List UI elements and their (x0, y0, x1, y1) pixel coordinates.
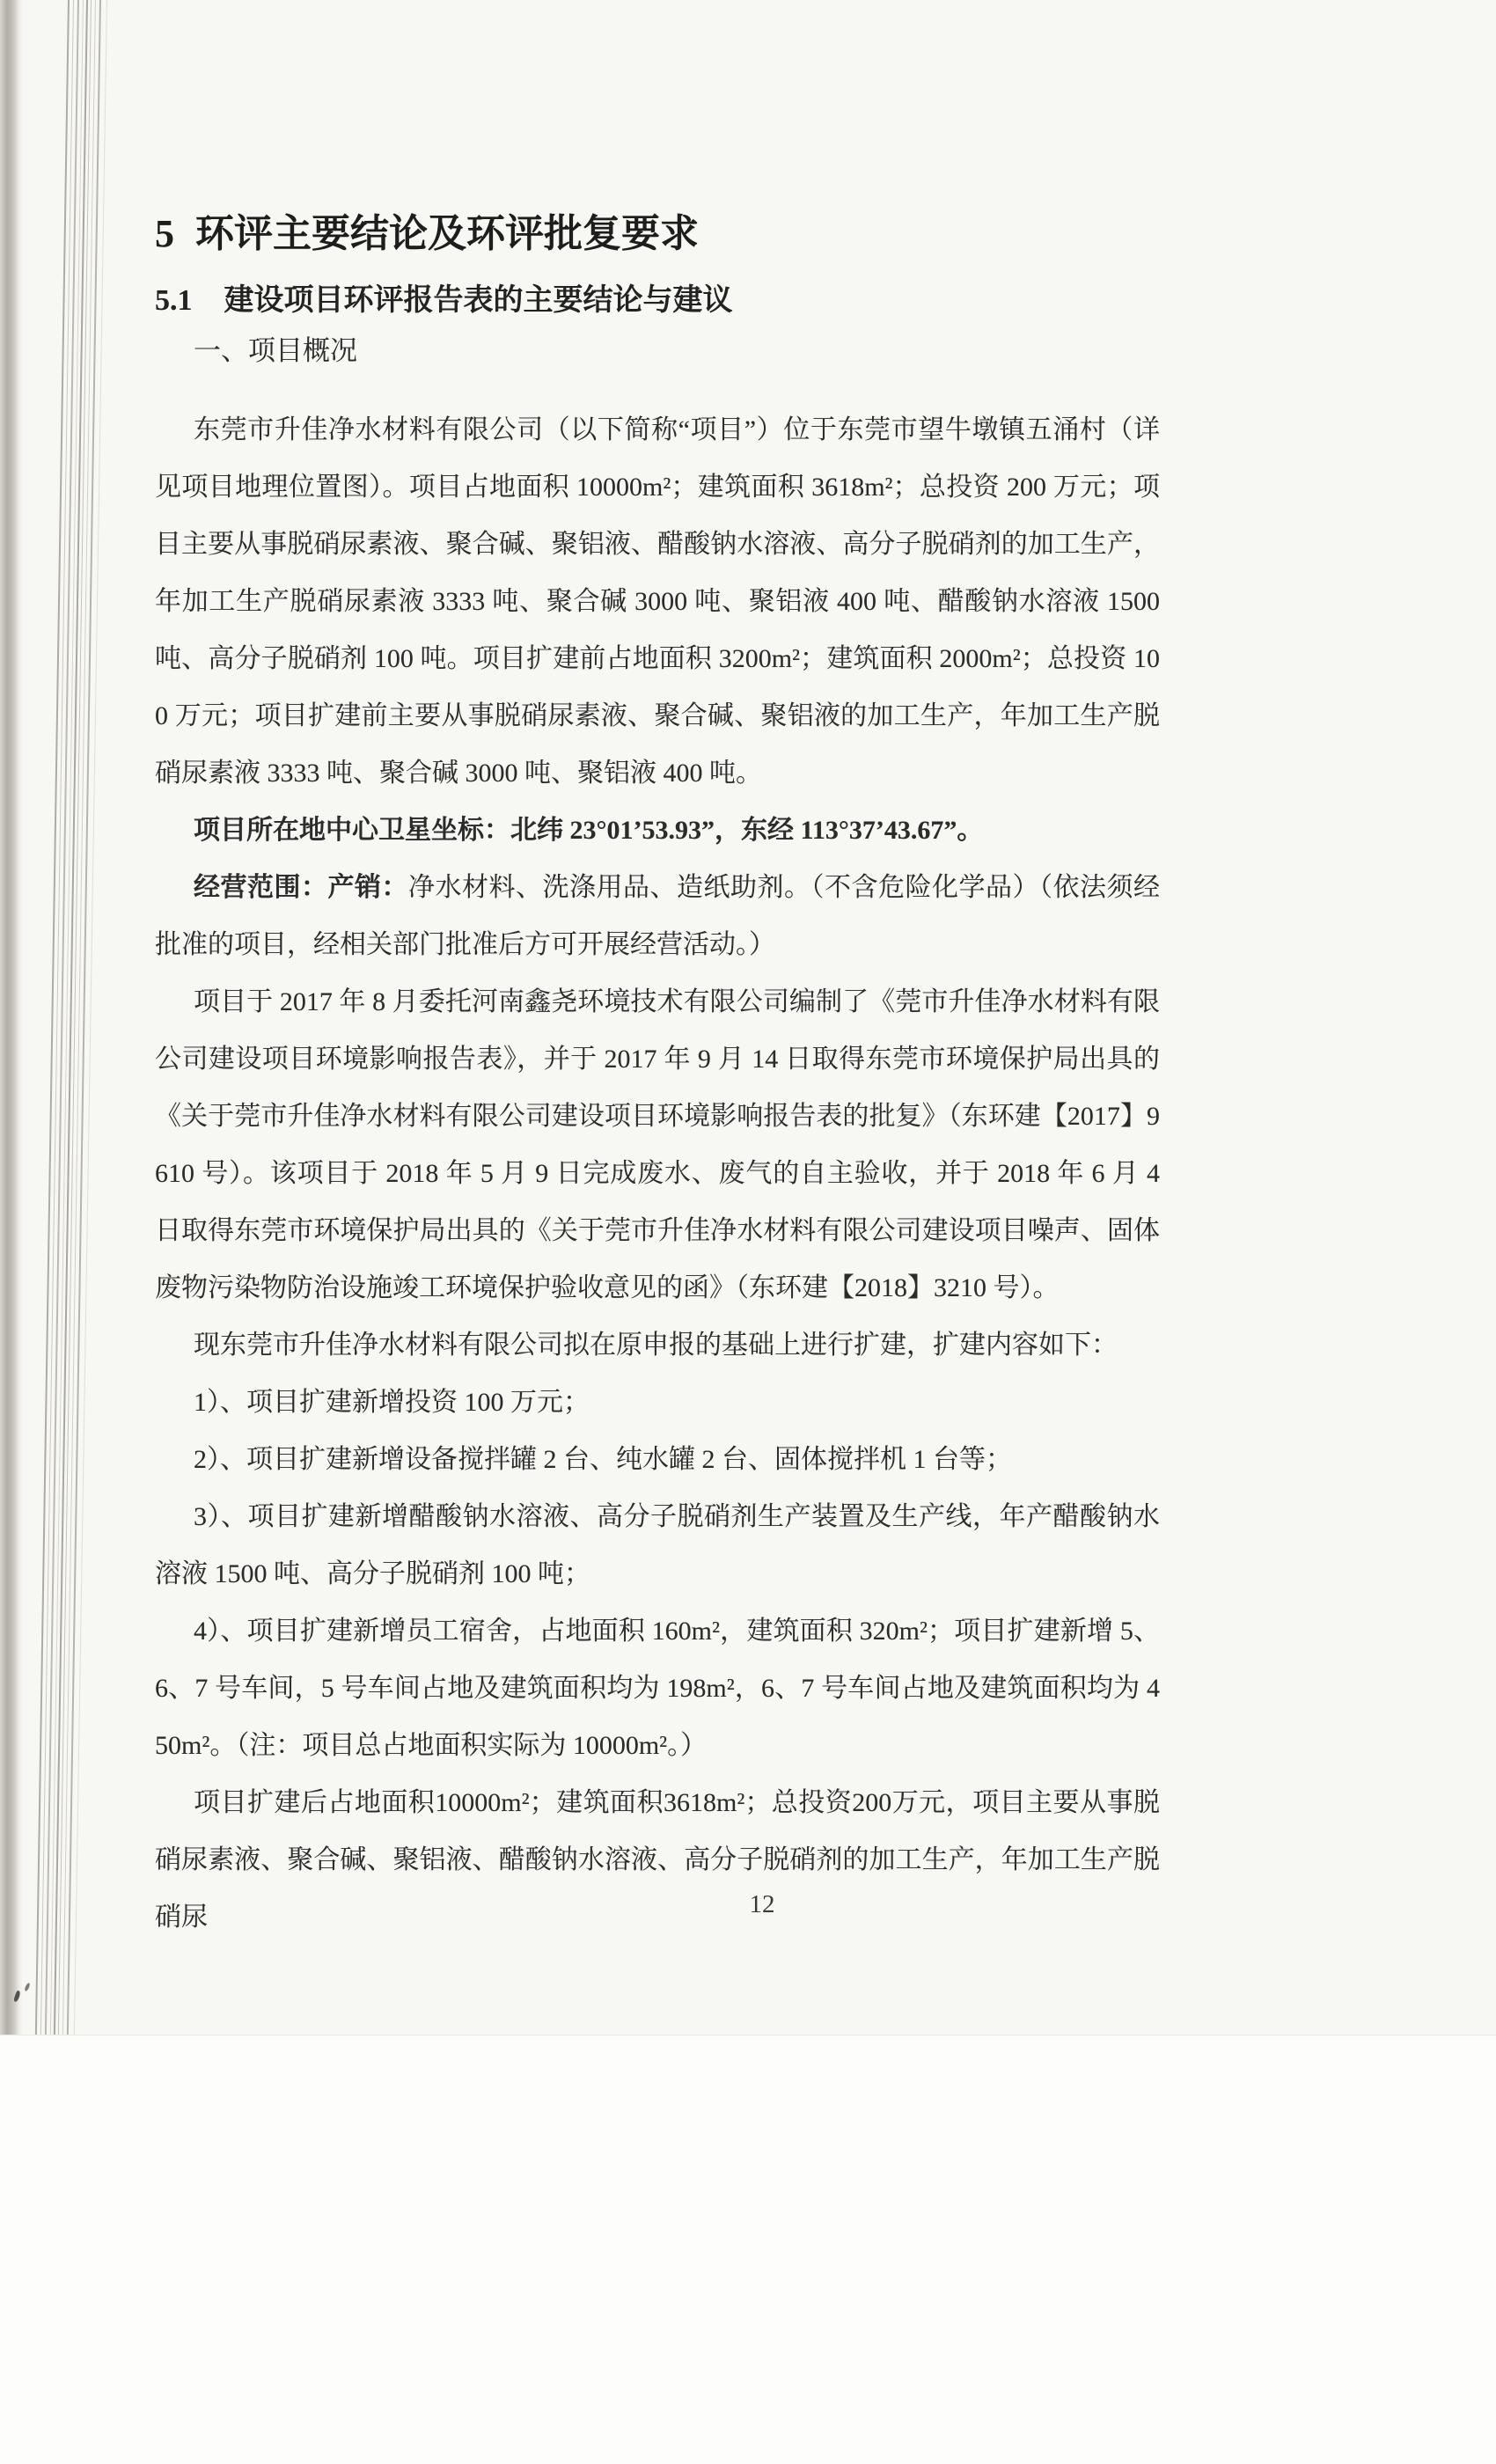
section-number: 5 (155, 212, 174, 255)
expansion-item-3: 3）、项目扩建新增醋酸钠水溶液、高分子脱硝剂生产装置及生产线，年产醋酸钠水溶液 1500 吨、高分子脱硝剂 100 吨； (155, 1502, 1160, 1588)
subsection-heading (155, 285, 1160, 317)
binding-line (35, 0, 70, 2035)
paragraph-after-expansion: 项目扩建后占地面积10000m²；建筑面积3618m²；总投资200万元，项目主要从事脱硝尿素液、聚合碱、聚铝液、醋酸钠水溶液、高分子脱硝剂的加工生产，年加工生产脱硝尿 (155, 1788, 1160, 1932)
expansion-item-1: 1）、项目扩建新增投资 100 万元； (194, 1388, 590, 1417)
paragraph-eia-history: 项目于 2017 年 8 月委托河南鑫尧环境技术有限公司编制了《莞市升佳净水材料有限公司建设项目环境影响报告表》，并于 2017 年 9 月 14 日取得东莞市环境保护局出具的《关于莞市升佳净水材料有限公司建设项目环境影响报告表的批复》（东环建【2017】9610 号）。该项目于 2018 年 5 月 9 日完成废水、废气的自主验收，并于 2018 年 6 月 4 日取得东莞市环境保护局出具的《关于莞市升佳净水材料有限公司建设项目噪声、固体废物污染物防治设施竣工环境保护验收意见的函》（东环建【2018】3210 号）。 (155, 987, 1160, 1302)
section-title: 环评主要结论及环评批复要求 (195, 212, 699, 255)
binding-line (40, 0, 74, 2035)
expansion-item-2: 2）、项目扩建新增设备搅拌罐 2 台、纯水罐 2 台、固体搅拌机 1 台等； (194, 1445, 1012, 1474)
section-heading (155, 213, 1160, 255)
paragraph-business-scope (155, 859, 1160, 973)
page-number: 12 (749, 1890, 775, 1918)
paragraph-satellite-coordinates: 项目所在地中心卫星坐标：北纬 23°01’53.93”，东经 113°37’43.67”。 (194, 816, 984, 845)
binding-lines (0, 0, 141, 2035)
sub-heading-project-overview: 一、项目概况 (194, 335, 357, 366)
document-content (155, 0, 1160, 1946)
business-scope-label: 经营范围：产销： (194, 873, 408, 902)
business-scope-text: 净水材料、洗涤用品、造纸助剂。（不含危险化学品）（依法须经批准的项目，经相关部门批准后方可开展经营活动。） (155, 873, 1160, 959)
paragraph-expansion-intro: 现东莞市升佳净水材料有限公司拟在原申报的基础上进行扩建，扩建内容如下： (194, 1331, 1118, 1360)
subsection-number: 5.1 (155, 284, 193, 317)
subsection-title: 建设项目环评报告表的主要结论与建议 (224, 284, 733, 317)
expansion-item-4: 4）、项目扩建新增员工宿舍，占地面积 160m²，建筑面积 320m²；项目扩建新增 5、6、7 号车间，5 号车间占地及建筑面积均为 198m²，6、7 号车间占地及建筑面积均为 450m²。（注：项目总占地面积实际为 10000m²。） (155, 1617, 1160, 1760)
paragraph-project-overview: 东莞市升佳净水材料有限公司（以下简称“项目”）位于东莞市望牛墩镇五涌村（详见项目地理位置图）。项目占地面积 10000m²；建筑面积 3618m²；总投资 200 万元；项目主要从事脱硝尿素液、聚合碱、聚铝液、醋酸钠水溶液、高分子脱硝剂的加工生产，年加工生产脱硝尿素液 3333 吨、聚合碱 3000 吨、聚铝液 400 吨、醋酸钠水溶液 1500 吨、高分子脱硝剂 100 吨。项目扩建前占地面积 3200m²；建筑面积 2000m²；总投资 100 万元；项目扩建前主要从事脱硝尿素液、聚合碱、聚铝液的加工生产，年加工生产脱硝尿素液 3333 吨、聚合碱 3000 吨、聚铝液 400 吨。 (155, 415, 1160, 788)
